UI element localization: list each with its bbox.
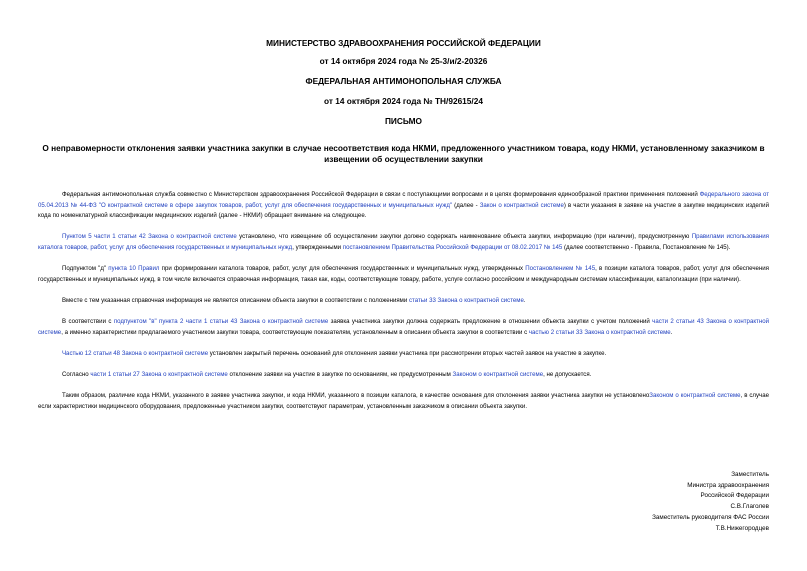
paragraph-6 [38,349,769,360]
service-title: ФЕДЕРАЛЬНАЯ АНТИМОНОПОЛЬНАЯ СЛУЖБА [305,76,502,86]
text: отклонение заявки на участие в закупке по основаниям, не предусмотренным [227,371,453,379]
paragraph-3 [38,264,769,285]
signer-2-name: Т.В.Нижегородцев [715,524,769,532]
text: заявка участника закупки должна содержать предложение в отношении объекта закупки с учетом положений [328,318,653,326]
paragraph-4 [38,296,769,307]
signature-block [549,470,769,534]
signer-1-position-line1: Заместитель [731,471,769,478]
text: , не допускается. [543,371,592,379]
text: , в случае если характеристики медицинского оборудования, предложенные участником закупки, соответствуют параметрам, установленным заказчиком в описании объекта закупки. [38,392,769,410]
link-article-43-part-2[interactable]: части 2 статьи 43 Закона о контрактной системе [38,318,770,336]
text: (далее - [452,201,480,209]
signer-1-name: С.В.Глаголев [730,503,769,511]
link-catalog-rules[interactable]: Правилами использования каталога товаров, работ, услуг для обеспечения государственных и муниципальных нужд [38,233,769,251]
link-article-33-part-2[interactable]: частью 2 статьи 33 Закона о контрактной системе [528,328,671,336]
text: Подпунктом "д" [62,265,109,273]
ministry-title: МИНИСТЕРСТВО ЗДРАВООХРАНЕНИЯ РОССИЙСКОЙ ФЕДЕРАЦИИ [266,38,541,48]
signer-1-position-line2: Министра здравоохранения [687,481,769,489]
document-subject: О неправомерности отклонения заявки участника закупки в случае несоответствия кода НКМИ, предложенного участником товара, коду НКМИ, установленному заказчиком в извещении об осуществлении закупки [42,143,765,164]
paragraph-2 [38,232,769,253]
text: , утвержденными [292,243,343,251]
link-article-42[interactable]: Пунктом 5 части 1 статьи 42 Закона о контрактной системе [62,233,237,241]
link-resolution-145[interactable]: постановлением Правительства Российской Федерации от 08.02.2017 № 145 [342,243,563,251]
text: при формировании каталога товаров, работ, услуг для обеспечения государственных и муниципальных нужд, утвержденных [159,265,526,273]
text: , а именно характеристики предлагаемого участником закупки товара, соответствующие показателям, установленным в описании объекта закупки в соответствии с [61,328,529,336]
text: . [670,328,673,336]
link-resolution-145-short[interactable]: Постановлением № 145 [525,265,596,273]
link-contract-system-law-2[interactable]: Законом о контрактной системе [452,371,544,379]
paragraph-7 [38,370,769,381]
document-body [38,190,769,423]
signer-1-position-line3: Российской Федерации [700,492,769,500]
text: установлен закрытый перечень оснований для отклонения заявки участника при рассмотрении вторых частей заявок на участие в закупке. [208,349,607,357]
paragraph-5 [38,317,769,338]
text: В соответствии с [62,318,114,326]
paragraph-1 [38,190,769,222]
text: установлено, что извещение об осуществлении закупки должно содержать наименование объекта закупки, информацию (при наличии), предусмотренную [236,233,692,241]
signer-2-position: Заместитель руководителя ФАС России [652,513,769,521]
text: , в позиции каталога товаров, работ, услуг для обеспечения государственных и муниципальных нужд, в том числе включается справочная информация, такая как, коды, соответствующие товару, работе, услуге согласно российским и международным системам классификации, каталогизации (при наличии). [38,265,769,283]
text: Согласно [62,371,91,379]
link-article-48-part-12[interactable]: Частью 12 статьи 48 Закона о контрактной системе [62,349,209,357]
link-rules-point-10[interactable]: пункта 10 Правил [108,265,160,273]
text: ) в части указания в заявке на участие в закупке медицинских изделий кода по номенклатурной классификации медицинских изделий (далее - НКМИ) обращает внимание на следующее. [38,201,769,220]
link-contract-system-law[interactable]: Закон о контрактной системе [479,201,564,209]
text: (далее соответственно - Правила, Постановление № 145). [562,243,731,251]
link-article-43-subpoint-v[interactable]: подпунктом "в" пункта 2 части 1 статьи 43 Закона о контрактной системе [113,318,329,326]
text: Таким образом, различие кода НКМИ, указанного в заявке участника закупки, и кода НКМИ, указанного в позиции каталога, в качестве основания для отклонения заявки участника закупки не установлено [62,392,650,400]
text: Федеральная антимонопольная служба совместно с Министерством здравоохранения Российской Федерации в связи с поступающими вопросами и в целях формирования единообразной практики применения положений [62,191,700,198]
link-federal-law-44fz[interactable]: Федерального закона от 05.04.2013 № 44-ФЗ "О контрактной системе в сфере закупок товаров, работ, услуг для обеспечения государственных и муниципальных нужд" [38,191,769,209]
link-article-27-part-1[interactable]: части 1 статьи 27 Закона о контрактной системе [90,371,228,379]
link-article-33[interactable]: статьи 33 Закона о контрактной системе [408,296,524,304]
document-type: ПИСЬМО [384,116,423,126]
text: Вместе с тем указанная справочная информация не является описанием объекта закупки в соответствии с положениями [62,296,409,304]
ministry-reference: от 14 октября 2024 года № 25-3/и/2-20326 [319,56,488,66]
link-contract-system-law-3[interactable]: Законом о контрактной системе [649,392,741,400]
service-reference: от 14 октября 2024 года № ТН/92615/24 [324,96,483,106]
text: . [523,296,526,304]
paragraph-8 [38,391,769,412]
